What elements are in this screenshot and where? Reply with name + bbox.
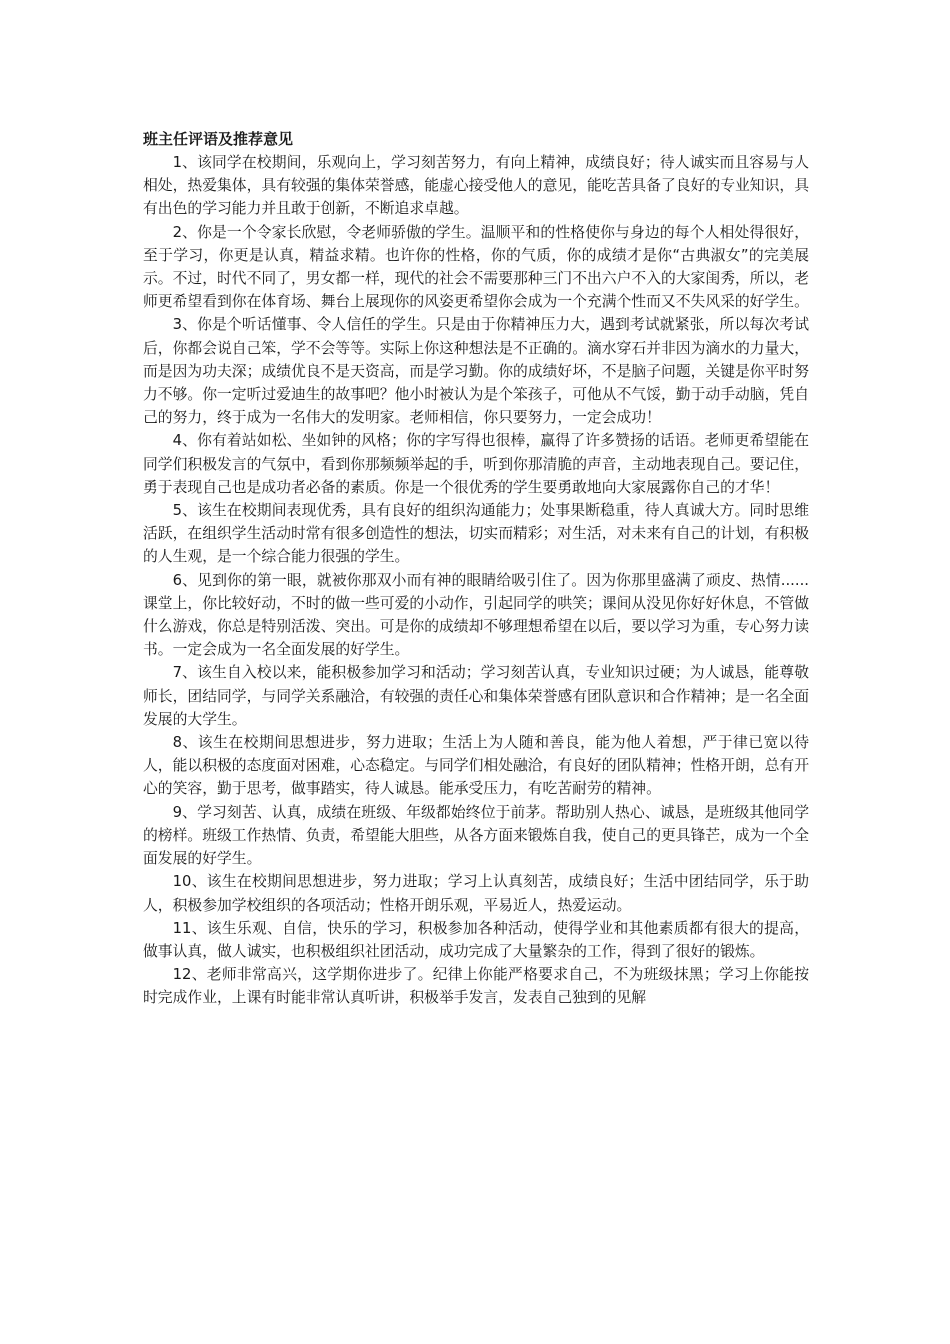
comment-paragraph-8: 8、该生在校期间思想进步，努力进取；生活上为人随和善良，能为他人着想，严于律已宽以待人，能以积极的态度面对困难，心态稳定。与同学们相处融洽，有良好的团队精神；性格开朗，总有开心的笑容，勤于思考，做事踏实，待人诚恳。能承受压力，有吃苦耐劳的精神。 xyxy=(143,734,809,798)
comment-paragraph-3: 3、你是个听话懂事、令人信任的学生。只是由于你精神压力大，遇到考试就紧张，所以每次考试后，你都会说自己笨，学不会等等。实际上你这种想法是不正确的。滴水穿石并非因为滴水的力量大，而是因为功夫深；成绩优良不是天资高，而是学习勤。你的成绩好坏，不是脑子问题，关键是你平时努力不够。你一定听过爱迪生的故事吧？他小时被认为是个笨孩子，可他从不气馁，勤于动手动脑，凭自己的努力，终于成为一名伟大的发明家。老师相信，你只要努力，一定会成功！ xyxy=(143,316,809,427)
comment-paragraph-9: 9、学习刻苦、认真，成绩在班级、年级都始终位于前茅。帮助别人热心、诚恳，是班级其他同学的榜样。班级工作热情、负责，希望能大胆些，从各方面来锻炼自我，使自己的更具锋芒，成为一个全面发展的好学生。 xyxy=(143,803,809,868)
comment-paragraph-4: 4、你有着站如松、坐如钟的风格；你的字写得也很棒，赢得了许多赞扬的话语。老师更希望能在同学们积极发言的气氛中，看到你那频频举起的手，听到你那清脆的声音，主动地表现自己。要记住，勇于表现自己也是成功者必备的素质。你是一个很优秀的学生要勇敢地向大家展露你自己的才华！ xyxy=(143,432,809,496)
comment-paragraph-1: 1、该同学在校期间，乐观向上，学习刻苦努力，有向上精神，成绩良好；待人诚实而且容易与人相处，热爱集体，具有较强的集体荣誉感，能虚心接受他人的意见，能吃苦具备了良好的专业知识，具有出色的学习能力并且敢于创新，不断追求卓越。 xyxy=(143,154,809,218)
document-page xyxy=(143,128,809,1010)
document-title: 班主任评语及推荐意见 xyxy=(143,130,294,148)
comment-paragraph-5: 5、该生在校期间表现优秀，具有良好的组织沟通能力；处事果断稳重，待人真诚大方。同时思维活跃，在组织学生活动时常有很多创造性的想法，切实而精彩；对生活，对未来有自己的计划，有积极的人生观，是一个综合能力很强的学生。 xyxy=(143,502,809,566)
comment-paragraph-11: 11、该生乐观、自信，快乐的学习，积极参加各种活动，使得学业和其他素质都有很大的提高，做事认真，做人诚实，也积极组织社团活动，成功完成了大量繁杂的工作，得到了很好的锻炼。 xyxy=(143,919,809,960)
comment-paragraph-10: 10、该生在校期间思想进步，努力进取；学习上认真刻苦，成绩良好；生活中团结同学，乐于助人，积极参加学校组织的各项活动；性格开朗乐观，平易近人，热爱运动。 xyxy=(143,873,809,914)
comment-paragraph-2: 2、你是一个令家长欣慰，令老师骄傲的学生。温顺平和的性格使你与身边的每个人相处得很好，至于学习，你更是认真，精益求精。也许你的性格，你的气质，你的成绩才是你“古典淑女”的完美展示。不过，时代不同了，男女都一样，现代的社会不需要那种三门不出六户不入的大家闺秀，所以，老师更希望看到你在体育场、舞台上展现你的风姿更希望你会成为一个充满个性而又不失风采的好学生。 xyxy=(143,223,809,311)
comment-paragraph-12: 12、老师非常高兴，这学期你进步了。纪律上你能严格要求自己，不为班级抹黑；学习上你能按时完成作业，上课有时能非常认真听讲，积极举手发言，发表自己独到的见解 xyxy=(143,966,809,1007)
comment-paragraph-6: 6、见到你的第一眼，就被你那双小而有神的眼睛给吸引住了。因为你那里盛满了顽皮、热情......课堂上，你比较好动，不时的做一些可爱的小动作，引起同学的哄笑；课间从没见你好好休息，不管做什么游戏，你总是特别活泼、突出。可是你的成绩却不够理想希望在以后，要以学习为重，专心努力读书。一定会成为一名全面发展的好学生。 xyxy=(143,571,809,659)
comment-paragraph-7: 7、该生自入校以来，能积极参加学习和活动；学习刻苦认真，专业知识过硬；为人诚恳，能尊敬师长，团结同学，与同学关系融洽，有较强的责任心和集体荣誉感有团队意识和合作精神；是一名全面发展的大学生。 xyxy=(143,664,809,728)
